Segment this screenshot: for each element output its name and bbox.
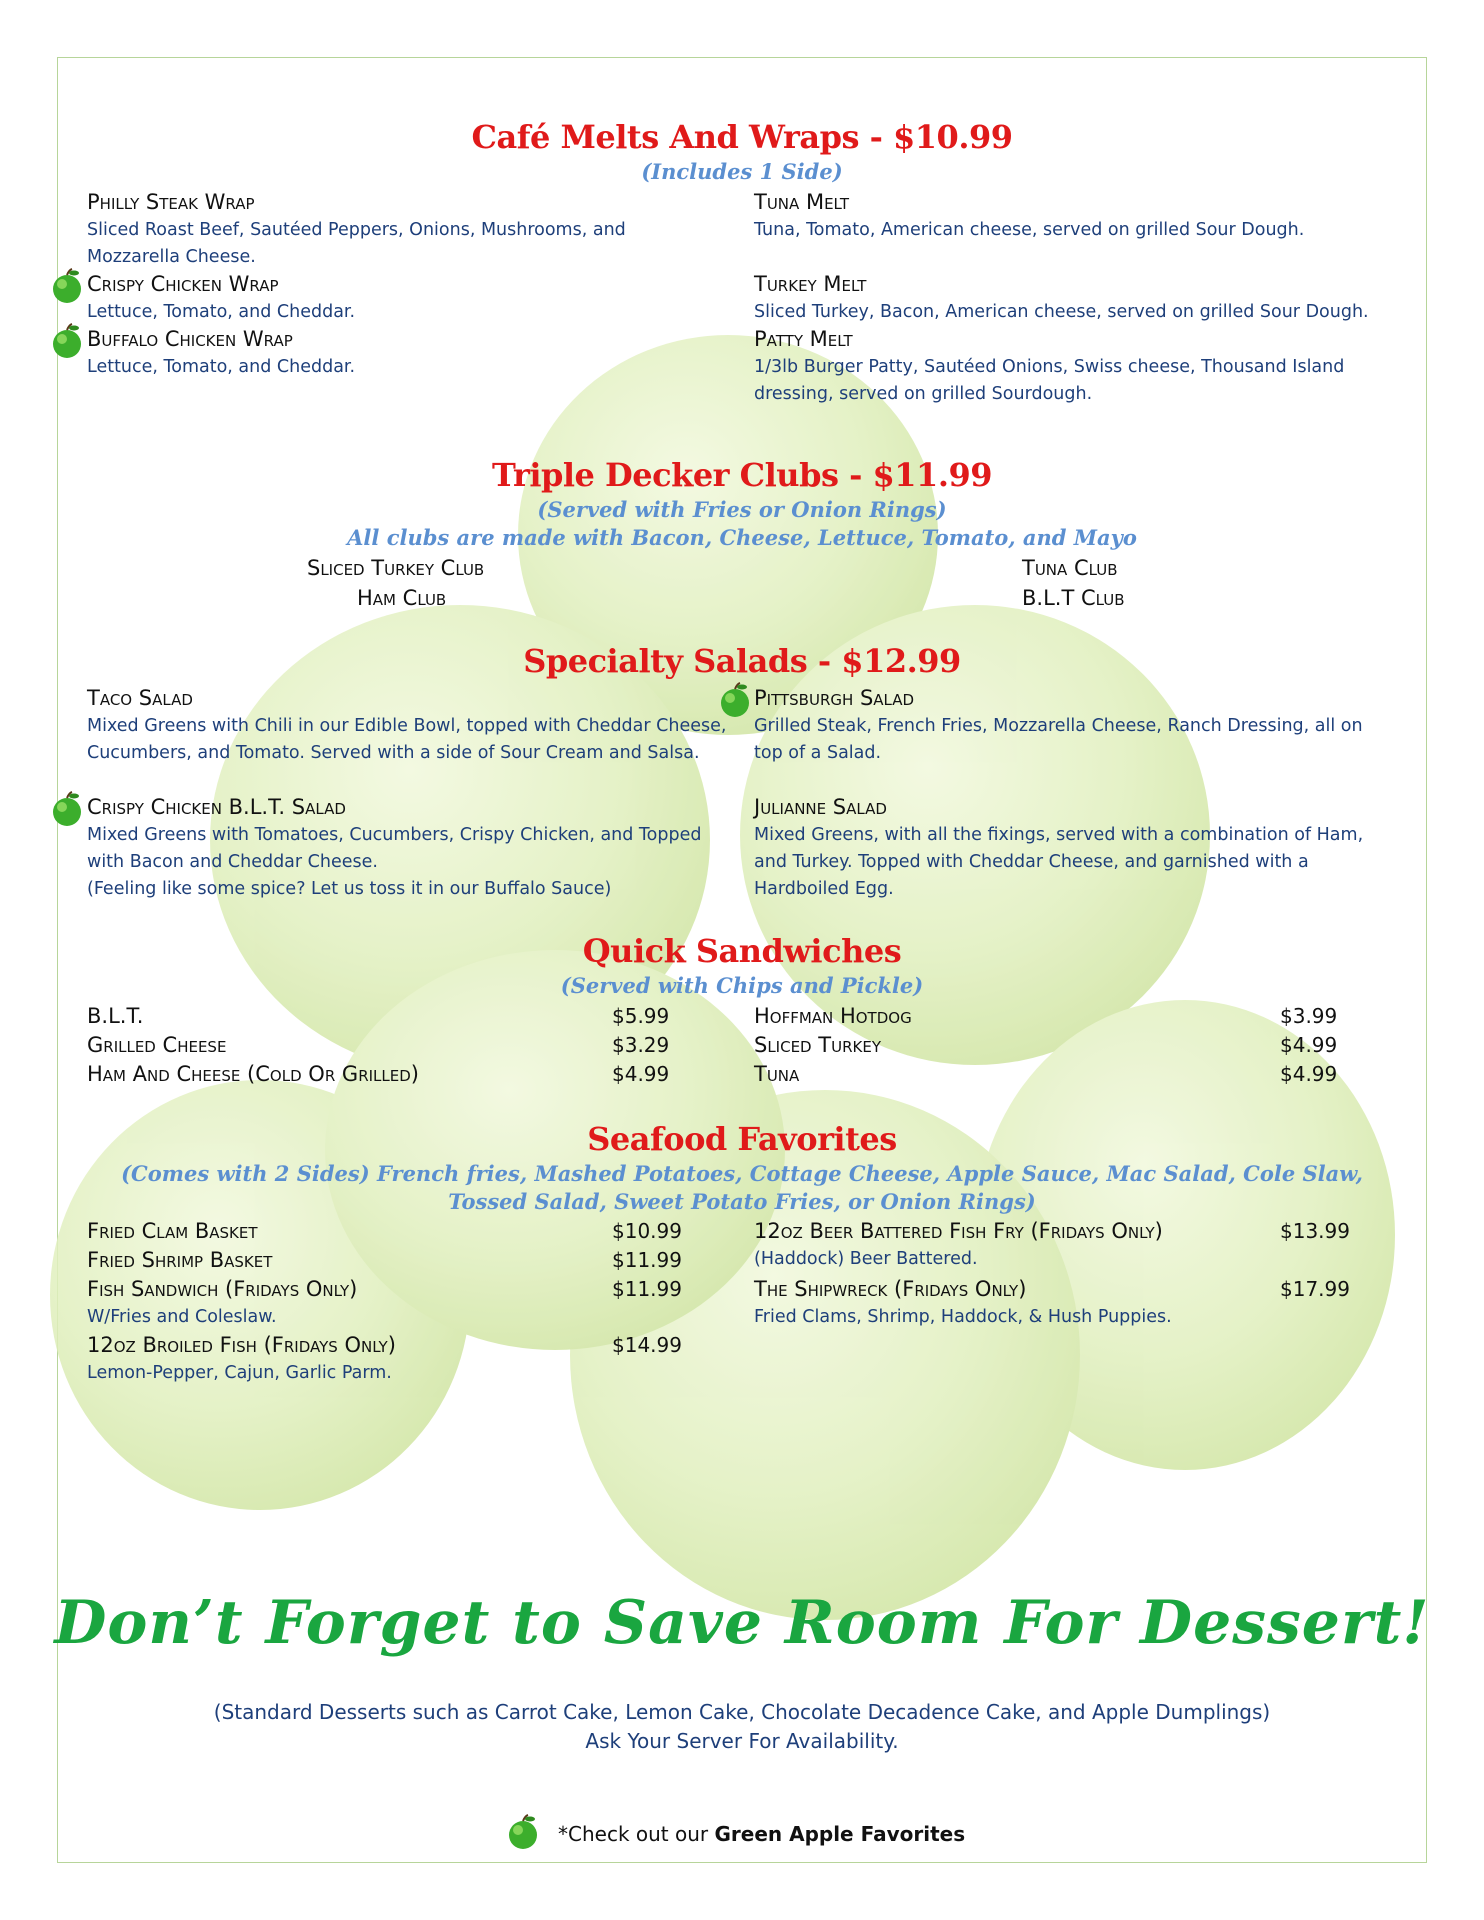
item-price: $17.99 — [1280, 1277, 1350, 1301]
item-price: $5.99 — [612, 1004, 670, 1028]
melts-subtitle: (Includes 1 Side) — [641, 159, 843, 184]
item-description: 1/3lb Burger Patty, Sautéed Onions, Swiss cheese, Thousand Island dressing, served on grilled Sourdough. — [754, 357, 1345, 404]
green-apple-icon — [718, 681, 752, 719]
item-name: 12oz Broiled Fish (Fridays Only) — [87, 1333, 396, 1357]
green-apple-icon — [506, 1813, 540, 1851]
item-description: Lemon-Pepper, Cajun, Garlic Parm. — [87, 1363, 392, 1383]
item-name: Grilled Cheese — [87, 1033, 227, 1057]
item-name: Turkey Melt — [754, 272, 867, 296]
item-name: Fried Clam Basket — [87, 1219, 258, 1243]
sandwiches-subtitle: (Served with Chips and Pickle) — [560, 973, 924, 998]
dessert-availability-note: Ask Your Server For Availability. — [585, 1729, 899, 1753]
item-price: $4.99 — [612, 1062, 670, 1086]
item-description: Sliced Roast Beef, Sautéed Peppers, Onions, Mushrooms, and Mozzarella Cheese. — [87, 220, 626, 267]
club-item: Tuna Club — [1022, 556, 1118, 580]
item-description: Lettuce, Tomato, and Cheddar. — [87, 357, 356, 377]
item-name: Fish Sandwich (Fridays Only) — [87, 1277, 358, 1301]
item-description-note: (Feeling like some spice? Let us toss it in our Buffalo Sauce) — [87, 879, 612, 899]
item-price: $11.99 — [612, 1248, 682, 1272]
item-name: Fried Shrimp Basket — [87, 1248, 273, 1272]
sandwiches-title: Quick Sandwiches — [582, 932, 902, 970]
item-name: Taco Salad — [87, 686, 193, 710]
footer-prefix: *Check out our — [558, 1822, 715, 1846]
item-name: Tuna — [754, 1062, 800, 1086]
club-item: Sliced Turkey Club — [307, 556, 485, 580]
item-description: Sliced Turkey, Bacon, American cheese, served on grilled Sour Dough. — [754, 302, 1369, 322]
item-description: W/Fries and Coleslaw. — [87, 1307, 277, 1327]
item-price: $4.99 — [1280, 1033, 1338, 1057]
footer-note — [558, 1822, 965, 1846]
item-description: Mixed Greens with Chili in our Edible Bowl, topped with Cheddar Cheese, Cucumbers, and Tomato. Served with a side of Sour Cream and Salsa. — [87, 716, 727, 763]
club-item: B.L.T Club — [1022, 586, 1125, 610]
item-name: Tuna Melt — [754, 190, 850, 214]
item-name: Sliced Turkey — [754, 1033, 881, 1057]
item-price: $3.29 — [612, 1033, 670, 1057]
seafood-subtitle-2: Tossed Salad, Sweet Potato Fries, or Onion Rings) — [448, 1189, 1036, 1214]
footer-highlight: Green Apple Favorites — [714, 1822, 966, 1846]
item-name: Buffalo Chicken Wrap — [87, 327, 293, 351]
club-item: Ham Club — [357, 586, 447, 610]
item-price: $13.99 — [1280, 1219, 1350, 1243]
item-description: Fried Clams, Shrimp, Haddock, & Hush Puppies. — [754, 1307, 1172, 1327]
item-name: Crispy Chicken B.L.T. Salad — [87, 795, 346, 819]
item-name: Philly Steak Wrap — [87, 190, 255, 214]
item-price: $4.99 — [1280, 1062, 1338, 1086]
item-description: Grilled Steak, French Fries, Mozzarella Cheese, Ranch Dressing, all on top of a Salad. — [754, 716, 1363, 763]
item-price: $10.99 — [612, 1219, 682, 1243]
item-name: Ham And Cheese (Cold Or Grilled) — [87, 1062, 419, 1086]
clubs-subtitle: (Served with Fries or Onion Rings) — [537, 497, 947, 522]
item-price: $3.99 — [1280, 1004, 1338, 1028]
green-apple-icon — [50, 322, 84, 360]
item-name: Pittsburgh Salad — [754, 686, 915, 710]
item-description: Mixed Greens, with all the fixings, served with a combination of Ham, and Turkey. Topped with Cheddar Cheese, and garnished with a Hardboiled Egg. — [754, 825, 1364, 899]
item-name: 12oz Beer Battered Fish Fry (Fridays Only) — [754, 1219, 1163, 1243]
clubs-title: Triple Decker Clubs - $11.99 — [492, 456, 992, 494]
item-name: Crispy Chicken Wrap — [87, 272, 279, 296]
item-price: $14.99 — [612, 1333, 682, 1357]
item-name: B.L.T. — [87, 1004, 144, 1028]
item-name: Julianne Salad — [754, 795, 887, 819]
dessert-note: (Standard Desserts such as Carrot Cake, Lemon Cake, Chocolate Decadence Cake, and Apple Dumplings) — [213, 1700, 1271, 1724]
item-description: (Haddock) Beer Battered. — [754, 1249, 978, 1269]
seafood-subtitle: (Comes with 2 Sides) French fries, Mashed Potatoes, Cottage Cheese, Apple Sauce, Mac Salad, Cole Slaw, — [121, 1161, 1363, 1186]
clubs-subtitle-2: All clubs are made with Bacon, Cheese, Lettuce, Tomato, and Mayo — [347, 525, 1137, 550]
item-description: Tuna, Tomato, American cheese, served on grilled Sour Dough. — [754, 220, 1305, 240]
item-name: The Shipwreck (Fridays Only) — [754, 1277, 1027, 1301]
item-name: Hoffman Hotdog — [754, 1004, 912, 1028]
melts-title: Café Melts And Wraps - $10.99 — [471, 118, 1013, 156]
item-price: $11.99 — [612, 1277, 682, 1301]
item-name: Patty Melt — [754, 327, 853, 351]
salads-title: Specialty Salads - $12.99 — [523, 642, 961, 680]
dessert-heading: Don’t Forget to Save Room For Dessert! — [54, 1588, 1430, 1658]
item-description: Mixed Greens with Tomatoes, Cucumbers, Crispy Chicken, and Topped with Bacon and Cheddar Cheese. — [87, 825, 702, 872]
item-description: Lettuce, Tomato, and Cheddar. — [87, 302, 356, 322]
green-apple-icon — [50, 790, 84, 828]
green-apple-icon — [50, 267, 84, 305]
seafood-title: Seafood Favorites — [587, 1120, 897, 1158]
